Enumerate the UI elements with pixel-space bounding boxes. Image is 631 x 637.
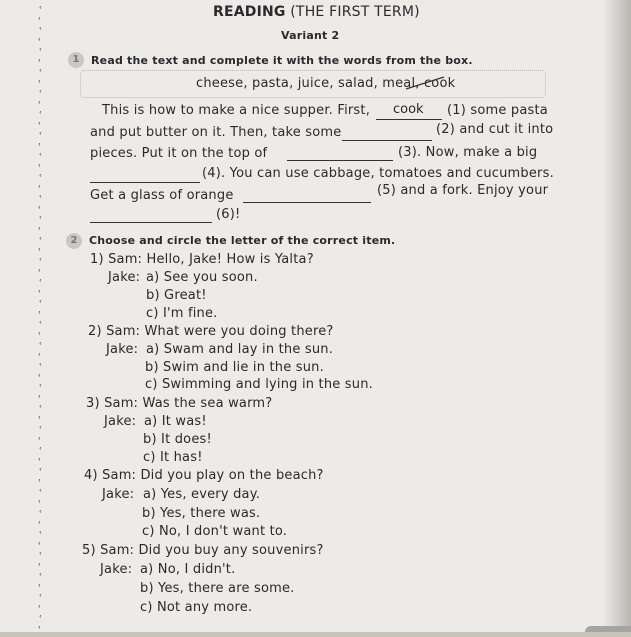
binding-tick: ʿ	[39, 46, 43, 59]
word-box-words: cheese, pasta, juice, salad, meal, cook	[196, 76, 456, 91]
binding-tick: ʿ	[39, 424, 43, 437]
task-2-instruction: Choose and circle the letter of the correct item.	[89, 234, 396, 247]
binding-tick: ʿ	[39, 67, 43, 80]
binding-tick: ʿ	[39, 550, 43, 563]
option-4b[interactable]: b) Yes, there was.	[142, 506, 261, 521]
text-line-6: (6)!	[216, 207, 241, 222]
option-4c[interactable]: c) No, I don't want to.	[142, 524, 288, 539]
binding-tick: ʿ	[39, 88, 43, 101]
binding-tick: ʿ	[38, 623, 42, 637]
option-1a[interactable]: a) See you soon.	[146, 270, 258, 285]
binding-tick: ʿ	[38, 245, 42, 259]
option-2a[interactable]: a) Swam and lay in the sun.	[146, 342, 334, 357]
binding-tick: ʿ	[38, 56, 42, 70]
binding-tick: ʿ	[38, 392, 42, 406]
binding-tick: ʿ	[38, 371, 42, 385]
binding-tick: ʿ	[38, 182, 42, 196]
binding-tick: ʿ	[39, 592, 43, 605]
option-4a[interactable]: a) Yes, every day.	[143, 487, 261, 502]
jake-label-5: Jake:	[100, 562, 133, 577]
binding-tick: ʿ	[39, 445, 43, 458]
binding-tick: ʿ	[38, 140, 42, 154]
binding-tick: ʿ	[39, 256, 43, 269]
binding-tick: ʿ	[38, 602, 42, 616]
blank-2[interactable]	[342, 139, 432, 141]
page-corner-object	[585, 626, 631, 632]
binding-tick: ʿ	[39, 529, 43, 542]
binding-tick: ʿ	[39, 382, 43, 395]
option-1b[interactable]: b) Great!	[146, 288, 207, 303]
binding-tick: ʿ	[39, 508, 43, 521]
page-title: READING (THE FIRST TERM)	[213, 4, 420, 20]
binding-tick: ʿ	[38, 266, 42, 280]
option-3b[interactable]: b) It does!	[143, 432, 212, 447]
blank-6[interactable]	[90, 221, 212, 223]
binding-tick: ʿ	[39, 487, 43, 500]
binding-tick: ʿ	[38, 581, 42, 595]
binding-tick: ʿ	[38, 413, 42, 427]
binding-tick: ʿ	[38, 329, 42, 343]
binding-tick: ʿ	[39, 277, 43, 290]
option-5a[interactable]: a) No, I didn't.	[140, 562, 236, 577]
question-5: 5) Sam: Did you buy any souvenirs?	[82, 543, 324, 558]
spiral-binding-marks	[38, 0, 52, 637]
binding-tick: ʿ	[38, 560, 42, 574]
binding-tick: ʿ	[39, 25, 43, 38]
text-line-3b: (3). Now, make a big	[398, 145, 538, 160]
binding-tick: ʿ	[39, 193, 43, 206]
binding-tick: ʿ	[38, 35, 42, 49]
text-line-5b: (5) and a fork. Enjoy your	[377, 183, 549, 198]
question-1: 1) Sam: Hello, Jake! How is Yalta?	[90, 252, 314, 267]
option-2c[interactable]: c) Swimming and lying in the sun.	[145, 377, 373, 392]
binding-tick: ʿ	[38, 98, 42, 112]
text-line-2a: and put butter on it. Then, take some	[90, 125, 342, 140]
binding-tick: ʿ	[38, 455, 42, 469]
option-3a[interactable]: a) It was!	[144, 414, 207, 429]
binding-tick: ʿ	[39, 151, 43, 164]
page-edge-shadow	[603, 0, 631, 632]
binding-tick: ʿ	[38, 224, 42, 238]
task-2-number-badge: 2	[66, 233, 82, 249]
question-3: 3) Sam: Was the sea warm?	[86, 396, 273, 411]
binding-tick: ʿ	[39, 172, 43, 185]
option-3c[interactable]: c) It has!	[143, 450, 203, 465]
binding-tick: ʿ	[38, 203, 42, 217]
binding-tick: ʿ	[39, 340, 43, 353]
answer-1-filled: cook	[393, 102, 424, 117]
binding-tick: ʿ	[39, 613, 43, 626]
binding-tick: ʿ	[38, 518, 42, 532]
binding-tick: ʿ	[39, 235, 43, 248]
binding-tick: ʿ	[38, 287, 42, 301]
option-5b[interactable]: b) Yes, there are some.	[140, 581, 295, 596]
variant-label: Variant 2	[281, 29, 340, 42]
binding-tick: ʿ	[39, 109, 43, 122]
binding-tick: ʿ	[39, 466, 43, 479]
option-5c[interactable]: c) Not any more.	[140, 600, 253, 615]
question-2: 2) Sam: What were you doing there?	[88, 324, 334, 339]
jake-label-2: Jake:	[106, 342, 139, 357]
binding-tick: ʿ	[38, 14, 42, 28]
task-1-instruction: Read the text and complete it with the words from the box.	[91, 54, 473, 67]
binding-tick: ʿ	[39, 319, 43, 332]
binding-tick: ʿ	[38, 497, 42, 511]
binding-tick: ʿ	[38, 434, 42, 448]
binding-tick: ʿ	[39, 298, 43, 311]
text-line-1b: (1) some pasta	[447, 103, 548, 118]
binding-tick: ʿ	[38, 308, 42, 322]
binding-tick: ʿ	[38, 350, 42, 364]
binding-tick: ʿ	[39, 214, 43, 227]
binding-tick: ʿ	[38, 161, 42, 175]
binding-tick: ʿ	[38, 77, 42, 91]
jake-label-4: Jake:	[102, 487, 135, 502]
binding-tick: ʿ	[39, 130, 43, 143]
binding-tick: ʿ	[38, 119, 42, 133]
blank-1	[376, 118, 442, 120]
task-1-number-badge: 1	[68, 52, 84, 68]
binding-tick: ʿ	[39, 361, 43, 374]
option-2b[interactable]: b) Swim and lie in the sun.	[145, 360, 324, 375]
option-1c[interactable]: c) I'm fine.	[146, 306, 218, 321]
text-line-1a: This is how to make a nice supper. First,	[102, 103, 371, 118]
blank-5[interactable]	[243, 201, 371, 203]
question-4: 4) Sam: Did you play on the beach?	[84, 468, 324, 483]
text-line-4: (4). You can use cabbage, tomatoes and cucumbers.	[202, 166, 554, 181]
strikethrough-mark	[404, 74, 448, 92]
text-line-3a: pieces. Put it on the top of	[90, 146, 268, 161]
jake-label-3: Jake:	[104, 414, 137, 429]
blank-4[interactable]	[90, 181, 200, 183]
binding-tick: ʿ	[39, 403, 43, 416]
binding-tick: ʿ	[39, 4, 43, 17]
blank-3[interactable]	[287, 159, 393, 161]
binding-tick: ʿ	[38, 539, 42, 553]
binding-tick: ʿ	[39, 571, 43, 584]
binding-tick: ʿ	[38, 476, 42, 490]
text-line-5a: Get a glass of orange	[90, 188, 234, 203]
jake-label-1: Jake:	[108, 270, 141, 285]
text-line-2b: (2) and cut it into	[436, 122, 554, 137]
